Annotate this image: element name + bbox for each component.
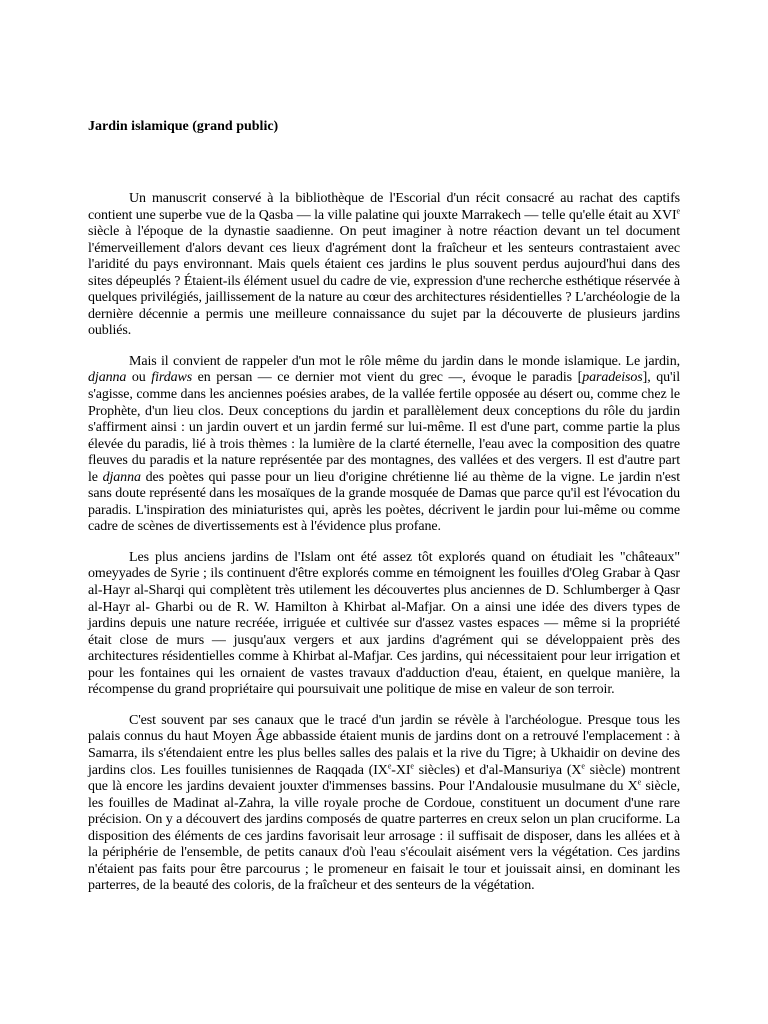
text-run: en persan — ce dernier mot vient du grec —, évoque le paradis [ [192, 370, 583, 386]
text-run: des poètes qui passe pour un lieu d'origine chrétienne lié au thème de la vigne. Le jardin n'est sans doute représenté dans les mosaïques de la grande mosquée de Damas que parce qu'il est l'évocation du paradis. L'inspiration des miniaturistes qui, après les poètes, décrivent le jardin pour lui-même ou comme cadre de scènes de divertissements est à l'évidence plus profane. [88, 469, 680, 535]
superscript: e [410, 760, 414, 770]
text-run: ], qu'il s'agisse, comme dans les anciennes poésies arabes, de la vallée fertile opposée au désert ou, comme chez le Prophète, d'un lieu clos. Deux conceptions du jardin et parallèlement deux conceptions du rôle du jardin s'affirment ainsi : un jardin ouvert et un jardin fermé sur lui-même. Il est d'une part, comme partie la plus élevée du paradis, lié à trois thèmes : la lumière de la clarté éternelle, l'eau avec la composition des quatre fleuves du paradis et la nature représentée par des montagnes, des vallées et des vergers. Il est d'autre part le [88, 370, 680, 485]
body-paragraph [88, 354, 680, 536]
text-run: siècle) montrent que là encore les jardins devaient jouxter d'immenses bassins. Pour l'Andalousie musulmane du X [88, 762, 680, 795]
italic-term: djanna [102, 469, 141, 485]
text-run: Les plus anciens jardins de l'Islam ont été assez tôt explorés quand on étudiait les "châteaux" omeyyades de Syrie ; ils continuent d'être explorés comme en témoignent les fouilles d'Oleg Grabar à Qasr al-Hayr al-Sharqi qui complètent très utilement les découvertes plus anciennes de D. Schlumberger à Qasr al-Hayr al- Gharbi ou de R. W. Hamilton à Khirbat al-Mafjar. On a ainsi une idée des divers types de jardins depuis une nature recréée, irriguée et cultivée sur d'assez vastes espaces — même si la propriété était close de murs — jusqu'aux vergers et aux jardins d'agrément qui se développaient près des architectures résidentielles comme à Khirbat al-Mafjar. Ces jardins, qui nécessitaient pour leur irrigation et pour les fontaines qui les ornaient de vastes travaux d'adduction d'eau, étaient, en quelque manière, la récompense du grand propriétaire qui poursuivait une politique de mise en valeur de son terroir. [88, 549, 680, 698]
superscript: e [676, 205, 680, 215]
text-run: siècles) et d'al-Mansuriya (X [413, 762, 582, 778]
text-run: siècle à l'époque de la dynastie saadienne. On peut imaginer à notre réaction devant un tel document l'émerveillement d'alors devant ces lieux d'agrément dont la fraîcheur et les senteurs contrastaient avec l'aridité du pays environnant. Mais quels étaient ces jardins le plus souvent perdus aujourd'hui dans des sites dépeuplés ? Étaient-ils élément usuel du cadre de vie, expression d'une recherche esthétique réservée à quelques privilégiés, jaillissement de la nature au cœur des architectures résidentielles ? L'archéologie de la dernière décennie a permis une meilleure connaissance du sujet par la découverte de plusieurs jardins oubliés. [88, 224, 680, 339]
italic-term: paradeisos [582, 370, 643, 386]
italic-term: djanna [88, 370, 127, 386]
text-run: Mais il convient de rappeler d'un mot le rôle même du jardin dans le monde islamique. Le jardin, [129, 353, 680, 369]
body-paragraph [88, 713, 680, 895]
body-paragraph [88, 550, 680, 699]
text-run: C'est souvent par ses canaux que le tracé d'un jardin se révèle à l'archéologue. Presque tous les palais connus du haut Moyen Âge abbasside étaient munis de jardins dont on a retrouvé l'emplacement : à Samarra, ils s'étendaient entre les plus belles salles des palais et la rive du Tigre; à Ukhaidir on devine des jardins clos. Les fouilles tunisiennes de Raqqada (IX [88, 712, 680, 778]
superscript: e [637, 777, 642, 787]
text-run: ou [126, 370, 152, 386]
text-run: Un manuscrit conservé à la bibliothèque de l'Escorial d'un récit consacré au rachat des captifs contient une superbe vue de la Qasba — la ville palatine qui jouxte Marrakech — telle qu'elle était au XVI [88, 191, 680, 223]
text-run: -XI [391, 762, 411, 778]
document-title: Jardin islamique (grand public) [88, 119, 279, 134]
text-run: siècle, les fouilles de Madinat al-Zahra, la ville royale proche de Cordoue, constituent un document d'une rare précision. On y a découvert des jardins composés de quatre parterres en creux selon un plan cruciforme. La disposition des éléments de ces jardins favorisait leur arrosage : il suffisait de disposer, dans les allées et à la périphérie de l'ensemble, de petits canaux d'où l'eau s'écoulait aisément vers la végétation. Ces jardins n'étaient pas faits pour être parcourus ; le promeneur en faisait le tour et jouissait ainsi, en dominant les parterres, de la beauté des coloris, de la fraîcheur et des senteurs de la végétation. [88, 779, 680, 894]
superscript: e [581, 760, 585, 770]
superscript: e [387, 760, 392, 770]
italic-term: firdaws [151, 370, 193, 386]
document-body [88, 191, 680, 909]
body-paragraph [88, 191, 680, 340]
